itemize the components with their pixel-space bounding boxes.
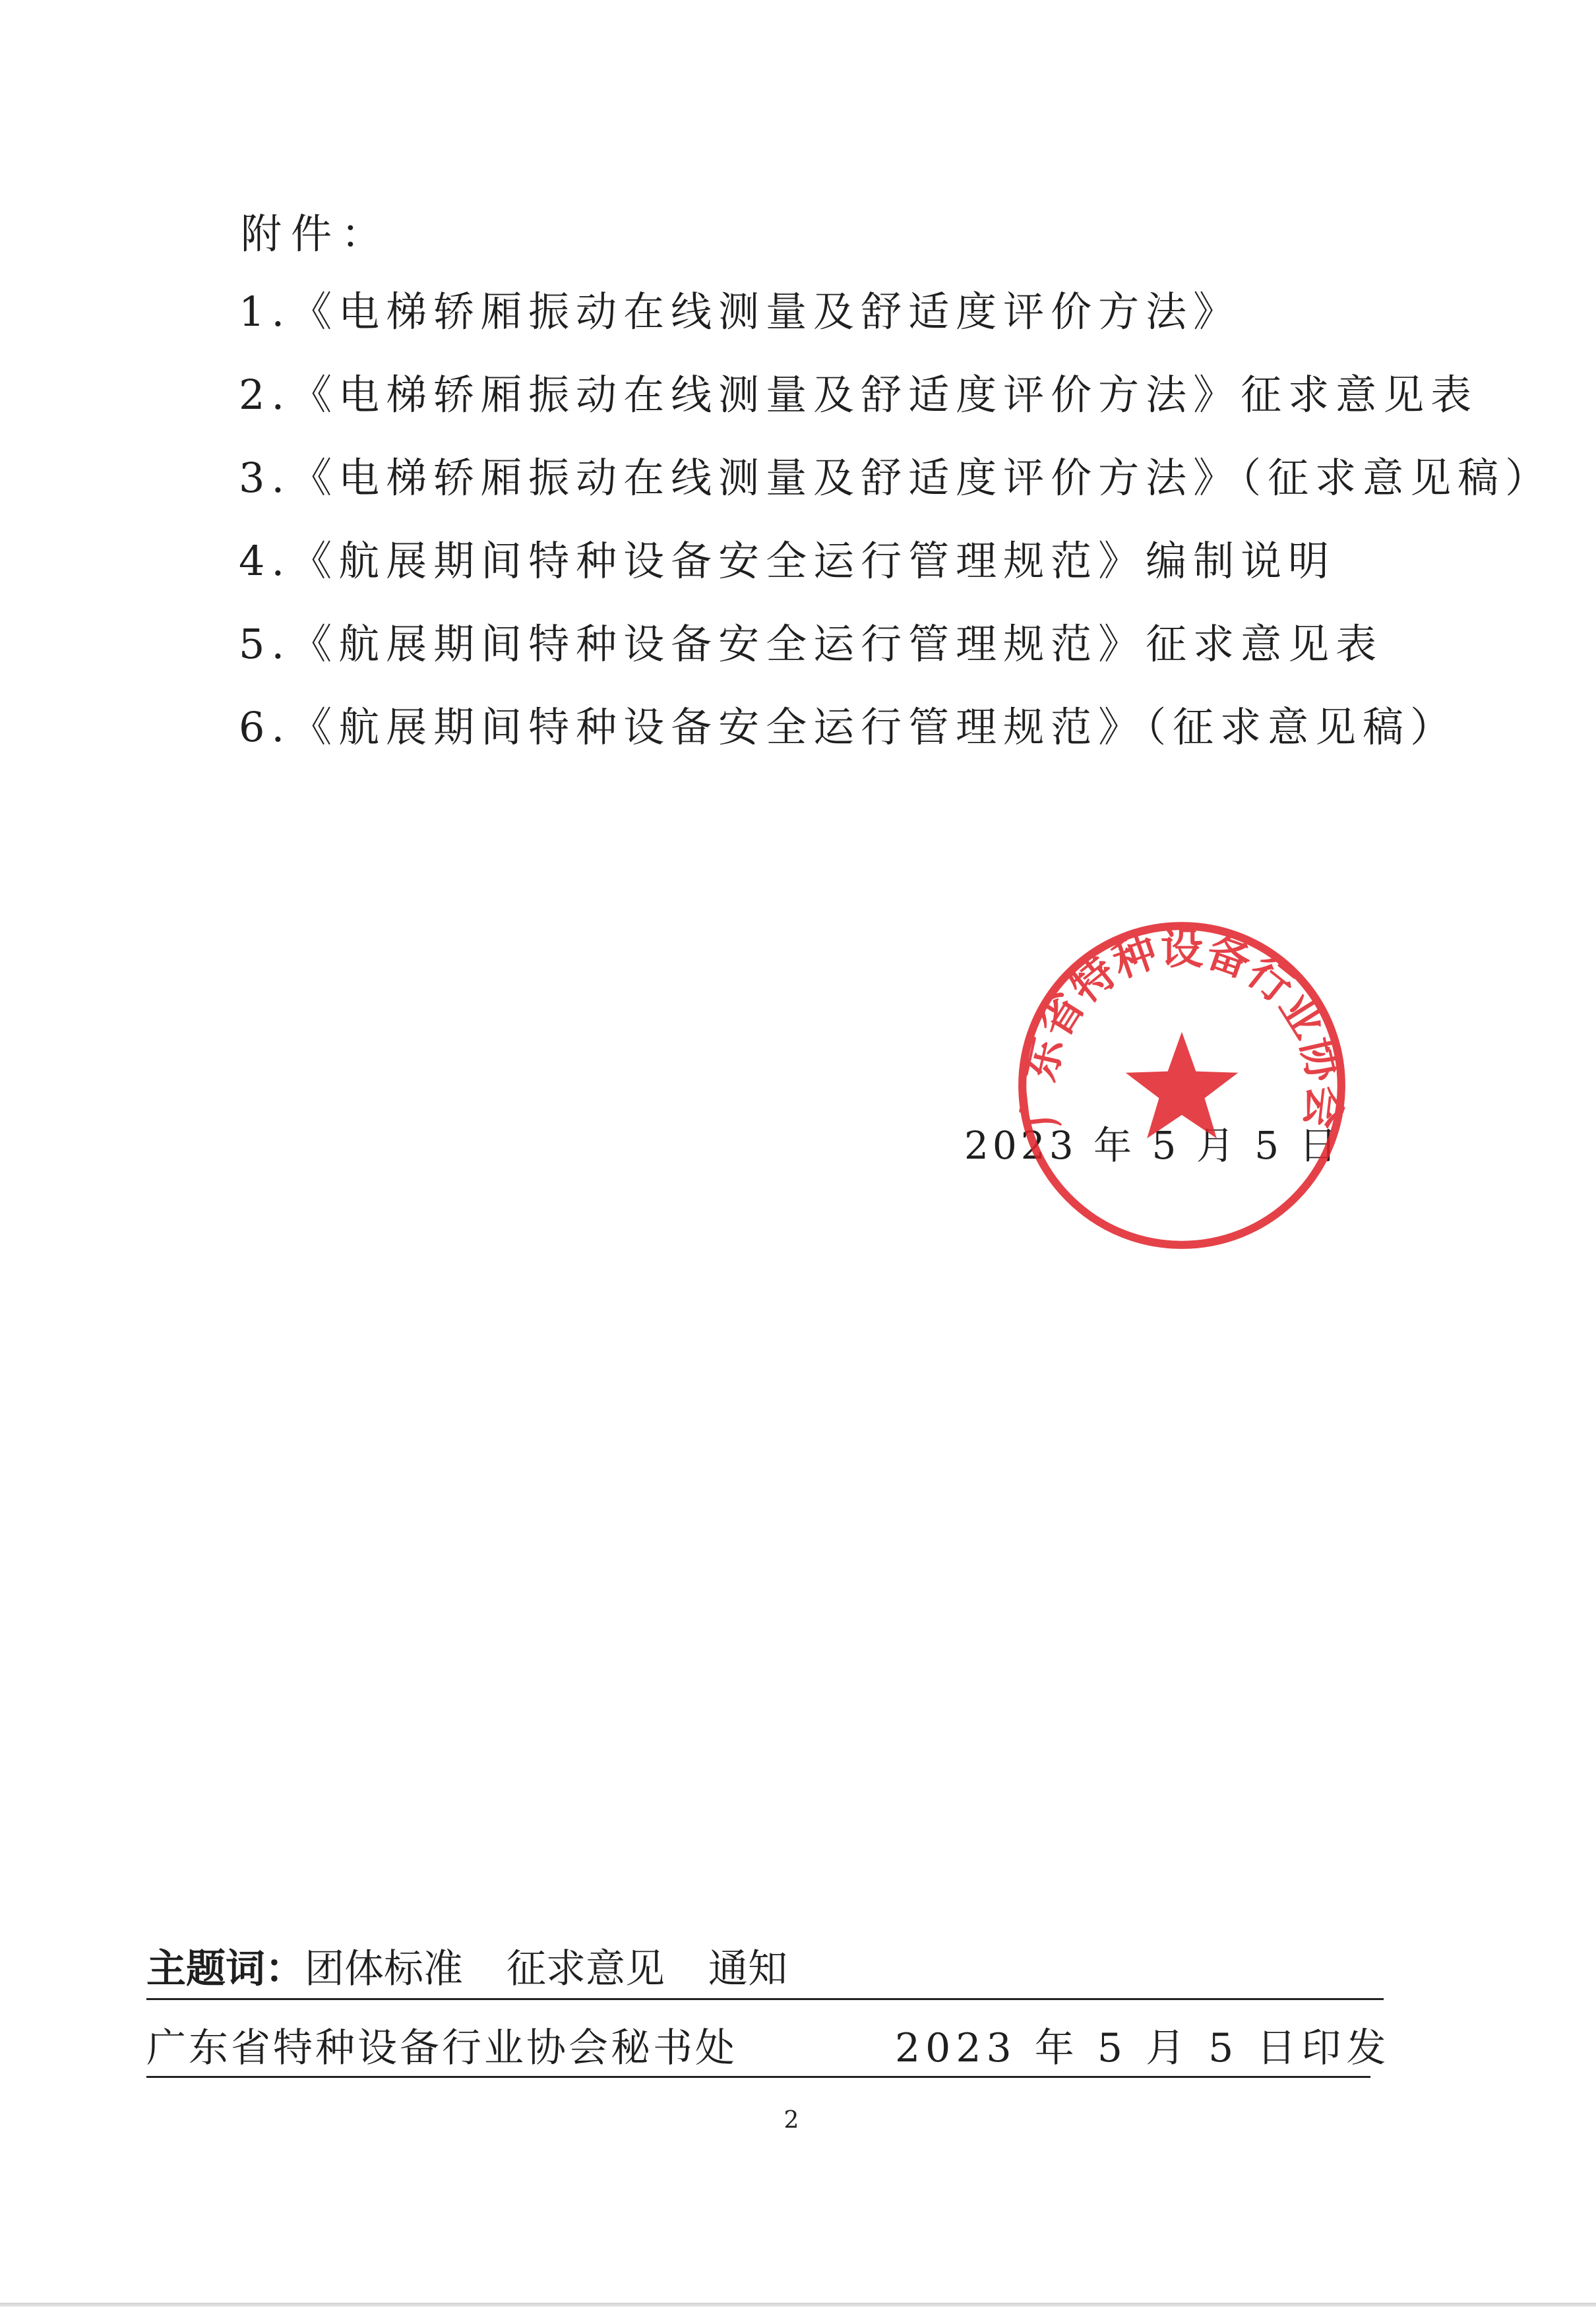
issuer-name: 广东省特种设备行业协会秘书处 <box>146 2025 737 2071</box>
signature-date: 2023 年 5 月 5 日 <box>964 1123 1341 1168</box>
keywords-label: 主题词： <box>146 1946 305 1992</box>
scan-edge-divider <box>0 2303 1596 2307</box>
attachment-item-2: 2.《电梯轿厢振动在线测量及舒适度评价方法》征求意见表 <box>239 371 1479 419</box>
page-number: 2 <box>783 2107 799 2134</box>
attachments-list <box>239 284 1552 782</box>
keyword-term: 征求意见 <box>506 1946 665 1992</box>
attachment-item-3: 3.《电梯轿厢振动在线测量及舒适度评价方法》（征求意见稿） <box>239 454 1553 502</box>
attachment-item-4: 4.《航展期间特种设备安全运行管理规范》编制说明 <box>239 537 1336 585</box>
issue-date: 2023 年 5 月 5 日印发 <box>895 2025 1392 2071</box>
attachment-item-5: 5.《航展期间特种设备安全运行管理规范》征求意见表 <box>239 620 1384 668</box>
keyword-term: 团体标准 <box>305 1946 463 1992</box>
attachment-item-1: 1.《电梯轿厢振动在线测量及舒适度评价方法》 <box>239 288 1241 336</box>
keyword-term: 通知 <box>708 1946 787 1992</box>
svg-text:广东省特种设备行业协会: 广东省特种设备行业协会 <box>1014 924 1349 1131</box>
official-seal-icon <box>1014 918 1349 1253</box>
issuer-line <box>146 2017 1392 2078</box>
attachments-heading: 附件： <box>241 210 392 258</box>
keywords-line <box>146 1937 1384 2000</box>
attachment-item-6: 6.《航展期间特种设备安全运行管理规范》（征求意见稿） <box>239 703 1458 751</box>
